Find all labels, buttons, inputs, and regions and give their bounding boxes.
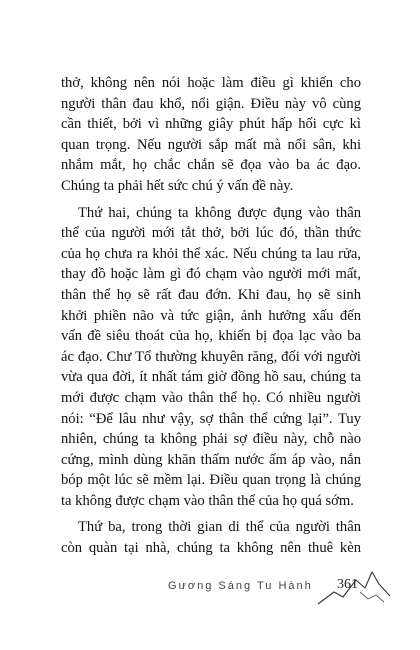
text-line: Thứ ba, trong thời gian di thể của người thân <box>78 519 361 536</box>
text-line: Chúng ta phải hết sức chú ý vấn đề này. <box>61 177 294 194</box>
text-line: khởi phiền não và tức giận, ảnh hưởng xấu đến <box>61 307 361 324</box>
book-title: Gương Sáng Tu Hành <box>168 580 313 592</box>
text-line: Thứ hai, chúng ta không được đụng vào thân <box>78 204 361 221</box>
text-line: vừa qua đời, ít nhất tám giờ đồng hồ sau, chúng ta <box>61 369 361 386</box>
text-line: người thân đau khổ, nổi giận. Điều này vô cùng <box>61 95 361 112</box>
mountain-icon <box>316 566 392 606</box>
text-line: thể của người mới tắt thở, bởi lúc đó, thần thức <box>61 225 361 242</box>
text-line: thở, không nên nói hoặc làm điều gì khiến cho <box>61 75 361 91</box>
text-line: ta không được chạm vào thân thể của họ quá sớm. <box>61 492 354 509</box>
text-line: nhiên, chúng ta không phải sợ điều này, chỗ nào <box>61 431 361 448</box>
text-line: ác đạo. Chư Tổ thường khuyên răng, đối với người <box>61 348 361 365</box>
text-line: nói: “Để lâu như vậy, sợ thân thể cứng lại”. Tuy <box>61 410 361 427</box>
text-line: thân thể họ sẽ rất đau đớn. Khi đau, họ sẽ sinh <box>61 286 361 303</box>
text-line: cần thiết, bởi vì những giây phút hấp hối cực kì <box>61 116 361 133</box>
text-line: còn quàn tại nhà, chúng ta không nên thuê kèn <box>61 540 361 557</box>
text-line: cứng, mình dùng khăn thấm nước ấm áp vào, nắn <box>61 451 361 468</box>
text-line: vấn đề siêu thoát của họ, khiến bị đọa lạc vào ba <box>61 328 361 345</box>
text-line: nhắm mắt, họ chắc chắn sẽ đọa vào ba ác đạo. <box>61 157 361 174</box>
text-line: quan trọng. Nếu người sắp mất mà nổi sân, khi <box>61 136 361 153</box>
page-number: 361 <box>337 577 358 592</box>
text-line: bóp một lúc sẽ mềm lại. Điều quan trọng là chúng <box>61 472 361 489</box>
text-line: thay đồ hoặc làm gì đó chạm vào người mới mất, <box>61 266 361 283</box>
text-line: mới được chạm vào thân thể họ. Có nhiều người <box>61 389 361 406</box>
body-text <box>61 73 361 559</box>
text-line: của họ chưa ra khỏi thể xác. Nếu chúng ta lau rửa, <box>61 245 361 262</box>
